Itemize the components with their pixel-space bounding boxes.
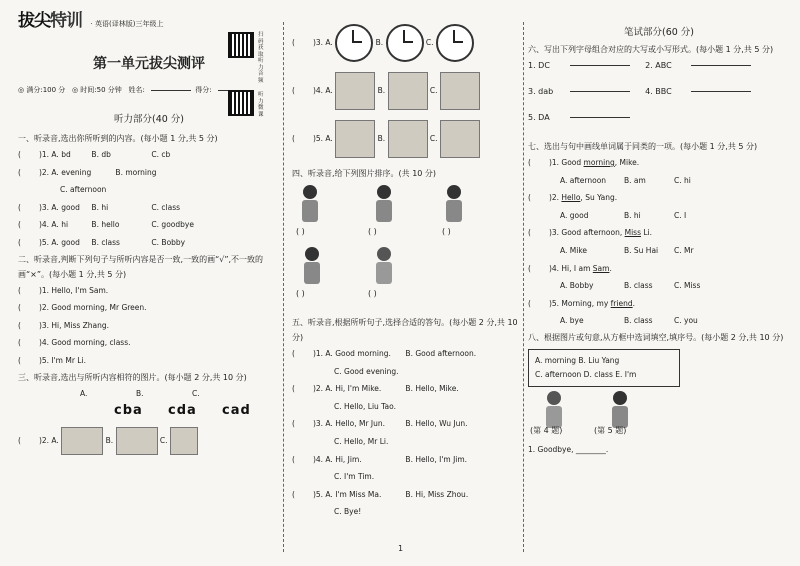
question-row: 1. Goodbye, ________. <box>528 444 609 454</box>
left-column <box>18 6 280 455</box>
question-row: ( )3. Good afternoon, Miss Li. <box>528 228 653 238</box>
word-choice-box <box>528 349 680 387</box>
section-2-questions <box>18 282 280 370</box>
scene-image <box>170 427 198 455</box>
section-5-title: 五、听录音,根据所听句子,选择合适的答句。(每小题 2 分,共 10 分) <box>292 318 518 342</box>
section-6-title: 六、写出下列字母组合对应的大写或小写形式。(每小题 1 分,共 5 分) <box>528 45 774 54</box>
answer-line[interactable] <box>570 117 630 118</box>
scene-image <box>388 120 428 158</box>
cat-figure <box>542 391 566 429</box>
question-row: C. Hello, Liu Tao. <box>334 401 396 411</box>
question-row: A. Bobby B. class C. Miss <box>560 281 701 291</box>
question-row: ( )4. A. hi B. hello C. goodbye <box>18 220 194 230</box>
order-blank[interactable]: ( ) <box>368 289 377 298</box>
question-row: ( )1. A. Good morning. B. Good afternoon. <box>292 349 477 358</box>
name-label: 姓名: <box>128 86 145 94</box>
order-blank[interactable]: ( ) <box>296 227 305 236</box>
question-row: ( )3. Hi, Miss Zhang. <box>18 320 110 330</box>
question-row: ( )3. A. Hello, Mr Jun. B. Hello, Wu Jun. <box>292 419 468 429</box>
question-row: ( )5. A. I'm Miss Ma. B. Hi, Miss Zhou. <box>292 489 469 499</box>
picture-caption: (第 5 题) <box>594 425 627 435</box>
letter-item-row: 3. dab 4. BBC <box>528 87 790 113</box>
letter-image-c: cad <box>222 403 251 419</box>
section-6-items <box>528 61 790 139</box>
qr-code <box>228 32 254 58</box>
qr-code <box>228 90 254 116</box>
page-header <box>18 6 280 31</box>
listening-part-title: 听力部分(40 分) <box>113 114 185 125</box>
question-row: ( )5. Morning, my friend. <box>528 298 635 308</box>
name-field[interactable] <box>151 90 191 91</box>
answer-line[interactable] <box>691 65 751 66</box>
full-score: ◎ 满分:100 分 <box>18 86 66 94</box>
scene-image <box>440 120 480 158</box>
child-figure <box>372 185 396 223</box>
question-row: C. Hello, Mr Li. <box>334 436 389 446</box>
question-row: C. Good evening. <box>334 366 399 376</box>
question-row: ( )3. A. B. C. <box>292 24 522 72</box>
section-4-title: 四、听录音,给下列图片排序。(共 10 分) <box>292 169 437 178</box>
question-row: A. B. C. <box>80 388 200 398</box>
ordering-pictures <box>292 181 522 315</box>
letter-image-a: cba <box>114 403 143 419</box>
answer-line[interactable] <box>570 65 630 66</box>
question-row: C. I'm Tim. <box>334 472 375 482</box>
question-row: ( )5. A. B. C. <box>292 120 522 166</box>
order-blank[interactable]: ( ) <box>296 289 305 298</box>
question-row: C. Bye! <box>334 507 362 517</box>
question-row: ( )2. A. evening B. morning <box>18 167 157 177</box>
section-8-title: 八、根据图片或句意,从方框中选词填空,填序号。(每小题 2 分,共 10 分) <box>528 332 784 342</box>
question-row: ( )4. Hi, I am Sam. <box>528 263 612 273</box>
section-5-questions <box>292 345 522 521</box>
question-row: ( )5. I'm Mr Li. <box>18 355 86 365</box>
question-row: ( )3. A. good B. hi C. class <box>18 202 181 212</box>
child-figure <box>442 185 466 223</box>
qr-note: 扫码获取听力音频 <box>258 32 264 84</box>
score-label: 得分: <box>195 86 212 94</box>
section-2-title: 二、听录音,判断下列句子与所听内容是否一致,一致的画“√”,不一致的画“×”。(每小题 1 分,共 5 分) <box>18 254 264 279</box>
scene-image <box>388 72 428 110</box>
child-figure <box>300 247 324 285</box>
brand-logo: 拔尖特训 <box>18 11 82 31</box>
section-8-pictures <box>528 387 790 437</box>
question-row: ( )1. Hello, I'm Sam. <box>18 285 109 295</box>
child-figure <box>298 185 322 223</box>
question-row: ( )4. Good morning, class. <box>18 338 131 348</box>
qr-note: 听力微课 <box>258 92 264 118</box>
scene-image <box>440 72 480 110</box>
clock-image <box>436 24 474 62</box>
question-row: ( )2. Hello, Su Yang. <box>528 193 618 203</box>
order-blank[interactable]: ( ) <box>442 227 451 236</box>
question-row: A. good B. hi C. I <box>560 210 687 220</box>
child-figure <box>608 391 632 429</box>
answer-line[interactable] <box>570 91 630 92</box>
page-number: 1 <box>398 544 404 553</box>
clock-image <box>386 24 424 62</box>
question-row: A. bye B. class C. you <box>560 316 698 326</box>
section-1-title: 一、听录音,选出你所听到的内容。(每小题 1 分,共 5 分) <box>18 134 218 143</box>
section-7-title: 七、选出与句中画线单词属于同类的一项。(每小题 1 分,共 5 分) <box>528 142 758 151</box>
question-row: ( )2. A. Hi, I'm Mike. B. Hello, Mike. <box>292 384 459 394</box>
time-limit: ◎ 时间:50 分钟 <box>71 86 122 94</box>
question-row: A. Mike B. Su Hai C. Mr <box>560 245 694 255</box>
section-3-title: 三、听录音,选出与所听内容相符的图片。(每小题 2 分,共 10 分) <box>18 372 247 382</box>
choice-line: C. afternoon D. class E. I'm <box>535 369 637 379</box>
question-row: ( )4. A. Hi, Jim. B. Hello, I'm Jim. <box>292 454 468 464</box>
letter-item-row: 1. DC 2. ABC <box>528 61 790 87</box>
scene-image <box>335 120 375 158</box>
cat-figure <box>372 247 396 285</box>
question-row: ( )2. Good morning, Mr Green. <box>18 303 147 313</box>
order-blank[interactable]: ( ) <box>368 227 377 236</box>
answer-line[interactable] <box>691 91 751 92</box>
question-row: ( )4. A. B. C. <box>292 72 522 120</box>
written-part-title: 笔试部分(60 分) <box>623 27 695 38</box>
question-row: ( )2. A. B. C. <box>18 427 280 455</box>
clock-image <box>335 24 373 62</box>
letter-options <box>18 402 280 421</box>
scene-image <box>61 427 103 455</box>
choice-line: A. morning B. Liu Yang <box>535 355 620 365</box>
letter-item-row: 5. DA <box>528 113 790 139</box>
section-1-questions <box>18 146 280 252</box>
scene-image <box>335 72 375 110</box>
question-row: ( )1. Good morning, Mike. <box>528 158 640 167</box>
question-row: C. afternoon <box>60 185 107 195</box>
question-row: A. afternoon B. am C. hi <box>560 175 691 185</box>
right-column <box>528 24 790 459</box>
letter-image-b: cda <box>168 403 197 419</box>
column-divider <box>283 22 284 552</box>
picture-caption: (第 4 题) <box>530 425 563 435</box>
page-title: 第一单元拔尖测评 <box>93 56 205 72</box>
section-7-questions <box>528 154 790 330</box>
question-row: ( )5. A. good B. class C. Bobby <box>18 237 186 247</box>
question-row: ( )1. A. bd B. db C. cb <box>18 150 171 159</box>
scene-image <box>116 427 158 455</box>
column-divider <box>523 22 524 552</box>
edition-label: · 英语(译林版)三年级上 <box>90 20 164 28</box>
middle-column <box>292 24 522 521</box>
